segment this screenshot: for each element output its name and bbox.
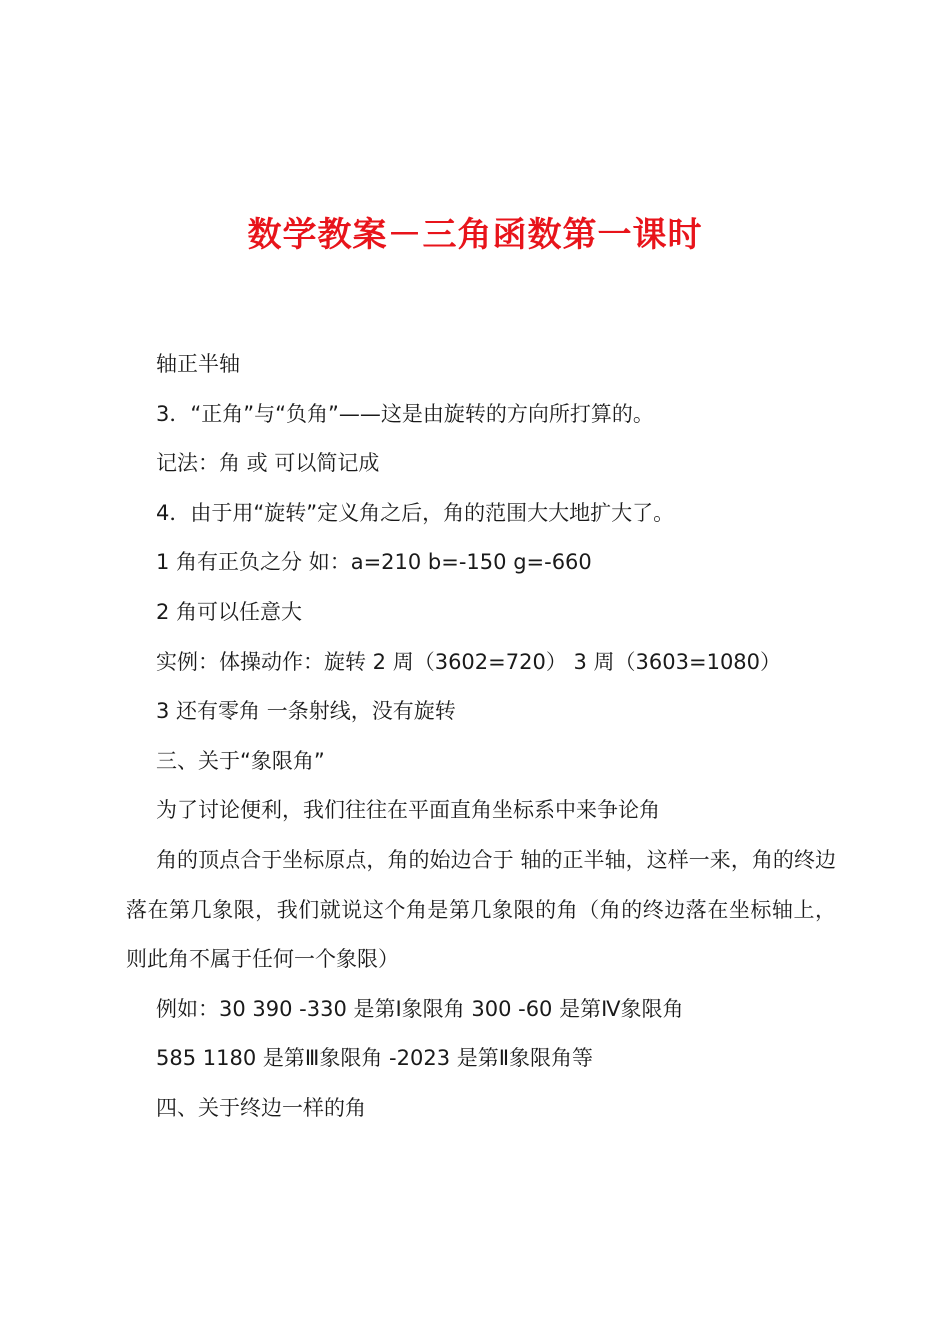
- paragraph-quadrant-definition: 角的顶点合于坐标原点，角的始边合于 轴的正半轴，这样一来，角的终边落在第几象限，我们就说这个角是第几象限的角（角的终边落在坐标轴上，则此角不属于任何一个象限）: [126, 847, 836, 972]
- section-heading-quadrant-angle: 三、关于“象限角”: [156, 748, 325, 773]
- text-line-4: 4．由于用“旋转”定义角之后，角的范围大大地扩大了。: [156, 500, 675, 525]
- text-line-5: 1 角有正负之分 如：a=210 b=-150 g=-660: [156, 550, 592, 575]
- document-title: 数学教案－三角函数第一课时: [247, 215, 703, 255]
- text-line-3: 记法：角 或 可以简记成: [156, 451, 380, 476]
- text-line-1: 轴正半轴: [156, 352, 240, 376]
- text-line-2: 3．“正角”与“负角”——这是由旋转的方向所打算的。: [156, 401, 654, 426]
- text-line-8: 3 还有零角 一条射线，没有旋转: [156, 699, 456, 724]
- document-body: [126, 340, 836, 1134]
- text-line-example-2: 585 1180 是第Ⅲ象限角 -2023 是第Ⅱ象限角等: [156, 1046, 594, 1071]
- text-line-7: 实例：体操动作：旋转 2 周（3602=720） 3 周（3603=1080）: [156, 649, 782, 674]
- section-heading-coterminal-angle: 四、关于终边一样的角: [156, 1095, 366, 1120]
- text-line-example-1: 例如：30 390 -330 是第Ⅰ象限角 300 -60 是第Ⅳ象限角: [156, 996, 684, 1021]
- text-line-10: 为了讨论便利，我们往往在平面直角坐标系中来争论角: [156, 798, 660, 823]
- text-line-6: 2 角可以任意大: [156, 599, 303, 624]
